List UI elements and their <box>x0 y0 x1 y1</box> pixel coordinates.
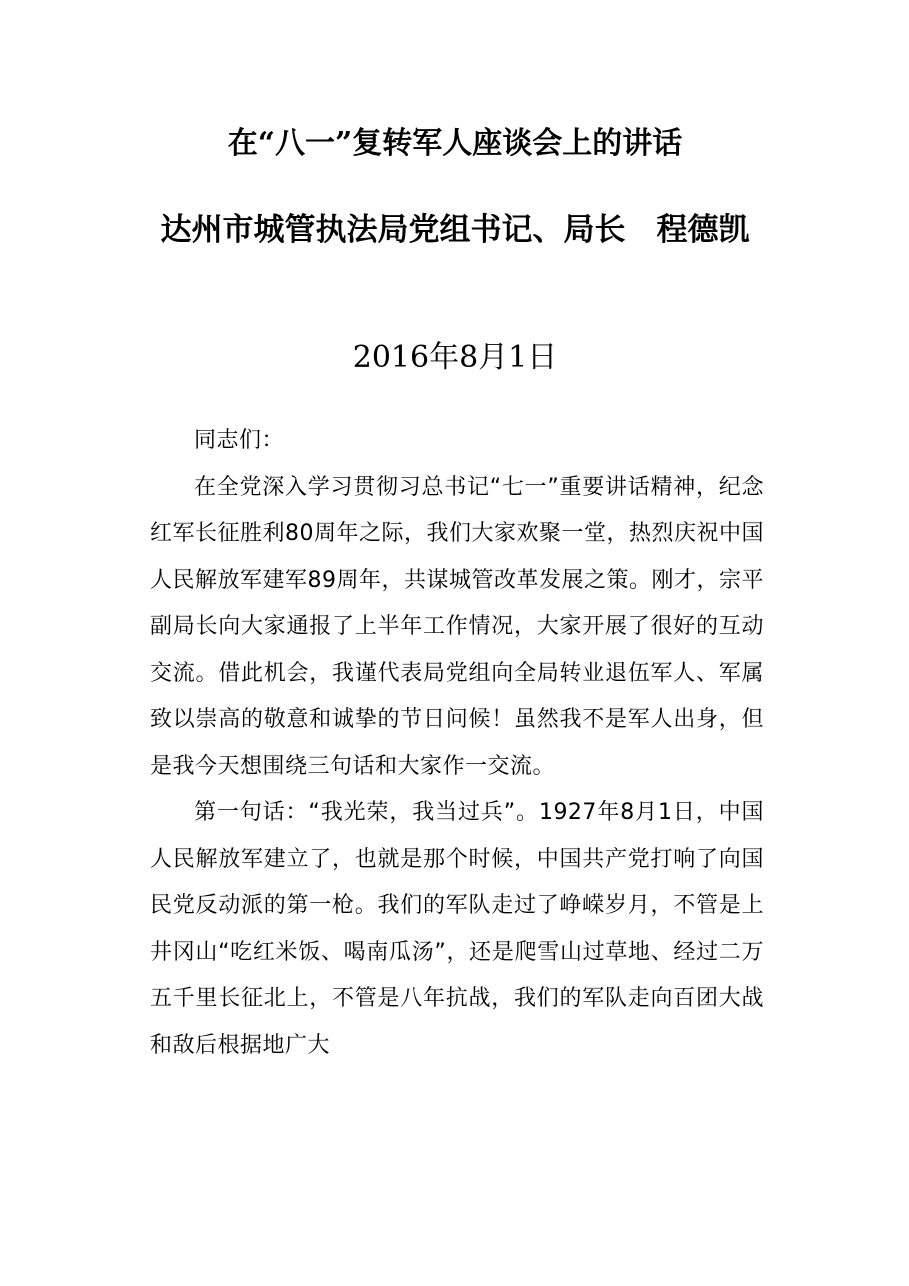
document-title: 在“八一”复转军人座谈会上的讲话 <box>227 126 683 161</box>
body-paragraph: 在全党深入学习贯彻习总书记“七一”重要讲话精神，纪念红军长征胜利80周年之际，我们大家欢聚一堂，热烈庆祝中国人民解放军建军89周年，共谋城管改革发展之策。刚才，宗平副局长向大家通报了上半年工作情况，大家开展了很好的互动交流。借此机会，我谨代表局党组向全局转业退伍军人、军属致以崇高的敬意和诚挚的节日问候！虽然我不是军人出身，但是我今天想围绕三句话和大家作一交流。 <box>150 474 764 779</box>
speaker-byline: 达州市城管执法局党组书记、局长 程德凯 <box>160 212 750 248</box>
speech-date: 2016年8月1日 <box>352 340 558 375</box>
salutation-paragraph: 同志们： <box>194 428 285 453</box>
speech-body <box>150 418 764 1069</box>
body-paragraph: 第一句话：“我光荣，我当过兵”。1927年8月1日，中国人民解放军建立了，也就是那个时候，中国共产党打响了向国民党反动派的第一枪。我们的军队走过了峥嵘岁月，不管是上井冈山“吃红米饭、喝南瓜汤”，还是爬雪山过草地、经过二万五千里长征北上，不管是八年抗战，我们的军队走向百团大战和敌后根据地广大 <box>150 800 764 1058</box>
